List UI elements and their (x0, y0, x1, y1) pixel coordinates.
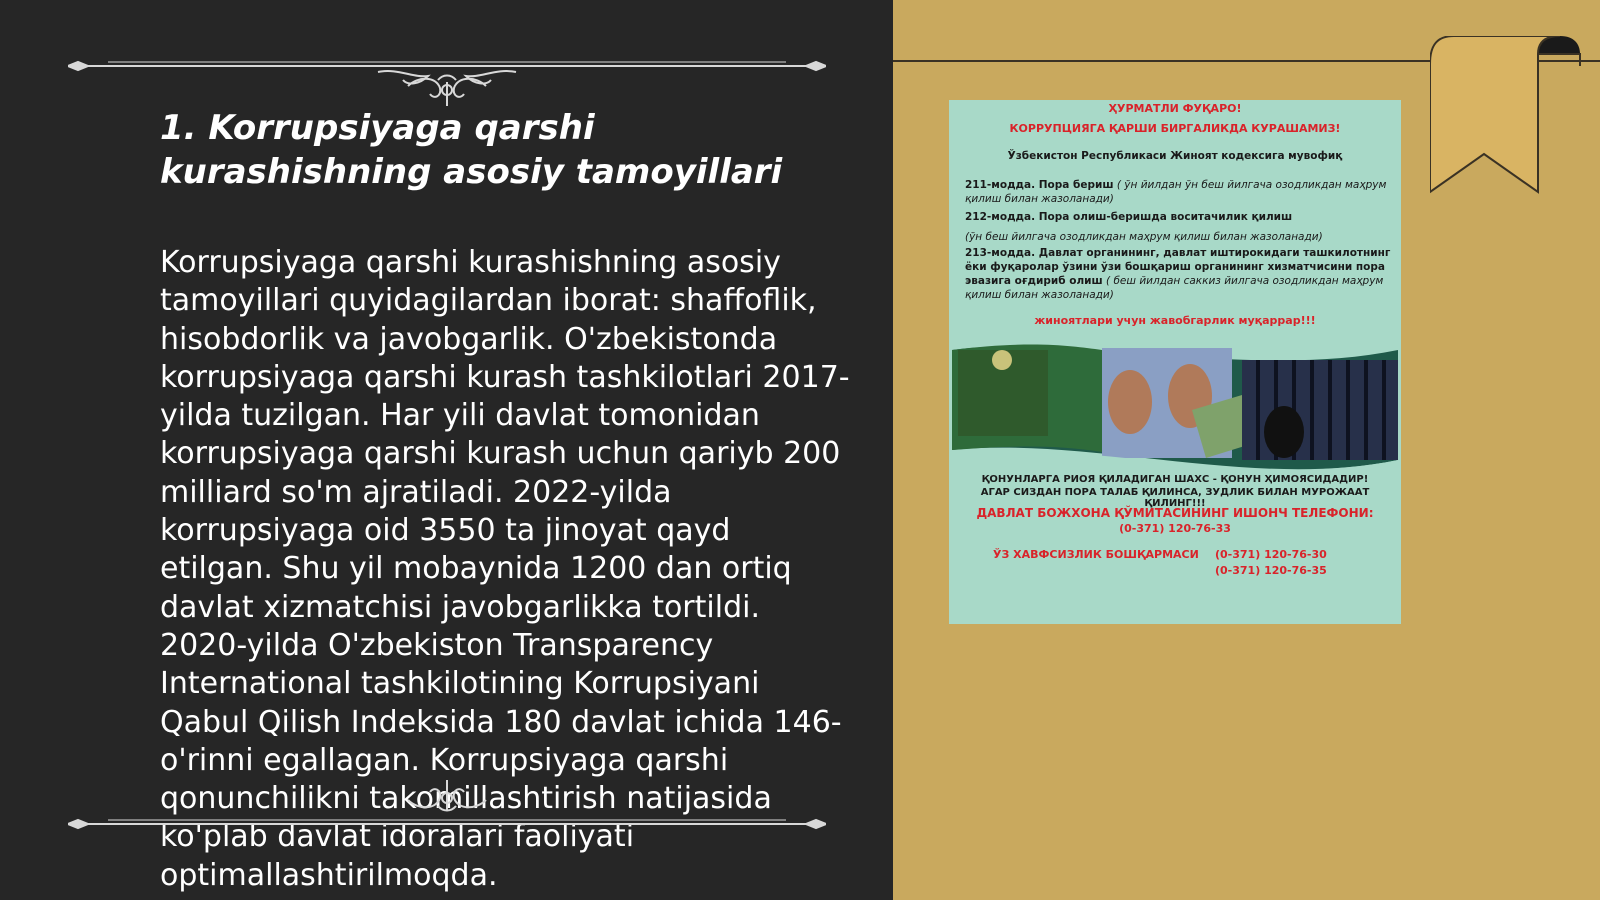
slide-body-text: Korrupsiyaga qarshi kurashishning asosiy tamoyillari quyidagilardan iborat: shaffoflik, hisobdorlik va javobgarlik. O'zbekistonda korrupsiyaga qarshi kurash tashkilotlari 2017-yilda tuzilgan. Har yili davlat tomonidan korrupsiyaga qarshi kurash uchun qariyb 200 milliard so'm ajratiladi. 2022-yilda korrupsiyaga oid 3550 ta jinoyat qayd etilgan. Shu yil mobaynida 1200 dan ortiq davlat xizmatchisi javobgarlikka tortildi. 2020-yilda O'zbekiston Transparency International tashkilotining Korrupsiyani Qabul Qilish Indeksida 180 davlat ichida 146-o'rinni egallagan. Korrupsiyaga qarshi qonunchilikni takomillashtirish natijasida ko'plab davlat idoralari faoliyati optimallashtirilmoqda. (160, 245, 850, 893)
bookmark-ribbon-icon (1430, 36, 1590, 204)
slide-title: 1. Korrupsiyaga qarshi kurashishning asosiy tamoyillari (160, 108, 783, 192)
poster-security-dept: ЎЗ ХАВФСИЗЛИК БОШҚАРМАСИ (993, 548, 1199, 561)
hand-icon (1108, 370, 1152, 434)
ornament-bottom-icon (68, 780, 826, 840)
poster-law-2: АГАР СИЗДАН ПОРА ТАЛАБ ҚИЛИНСА, ЗУДЛИК БИЛАН МУРОЖААТ ҚИЛИНГ!!! (980, 487, 1370, 509)
anti-corruption-poster (949, 100, 1401, 624)
poster-intro: Ўзбекистон Республикаси Жиноят кодексига мувофиқ (1007, 150, 1343, 162)
article-211-title: 211-модда. Пора бериш (965, 179, 1114, 191)
article-212-title: 212-модда. Пора олиш-беришда воситачилик қилиш (965, 211, 1293, 223)
poster-article-213 (965, 246, 1395, 302)
poster-warning: жиноятлари учун жавобгарлик муқаррар!!! (1034, 314, 1316, 327)
poster-article-212-title (965, 210, 1395, 224)
article-212-penalty: (ўн беш йилгача озодликдан маҳрум қилиш билан жазоланади) (965, 231, 1323, 243)
poster-article-211 (965, 178, 1395, 206)
poster-security-phone-1: (0-371) 120-76-30 (1215, 548, 1327, 561)
poster-law-1: ҚОНУНЛАРГА РИОЯ ҚИЛАДИГАН ШАХС - ҚОНУН ҲИМОЯСИДАДИР! (981, 474, 1369, 485)
ornament-top-icon (68, 46, 826, 106)
poster-hotline-phone: (0-371) 120-76-33 (1119, 522, 1231, 535)
poster-photo-banner (952, 340, 1398, 470)
article-213-title: 213-модда. Давлат органининг, давлат иштирокидаги ташкилотнинг ёки фуқаролар ўзини ўзи бошқариш органининг хизматчисини пора эвазига оғдириб олиш (965, 247, 1391, 287)
article-213-penalty: ( беш йилдан саккиз йилгача озодликдан маҳрум қилиш билан жазоланади) (965, 275, 1384, 301)
poster-security-phone-2: (0-371) 120-76-35 (1215, 564, 1327, 577)
poster-hotline-title: ДАВЛАТ БОЖХОНА ҚЎМИТАСИНИНГ ИШОНЧ ТЕЛЕФОНИ: (976, 506, 1374, 520)
poster-slogan: КОРРУПЦИЯГА ҚАРШИ БИРГАЛИКДА КУРАШАМИЗ! (1009, 122, 1341, 135)
article-211-penalty: ( ўн йилдан ўн беш йилгача озодликдан маҳрум қилиш билан жазоланади) (965, 179, 1387, 205)
poster-greeting: ҲУРМАТЛИ ФУҚАРО! (1108, 102, 1242, 115)
